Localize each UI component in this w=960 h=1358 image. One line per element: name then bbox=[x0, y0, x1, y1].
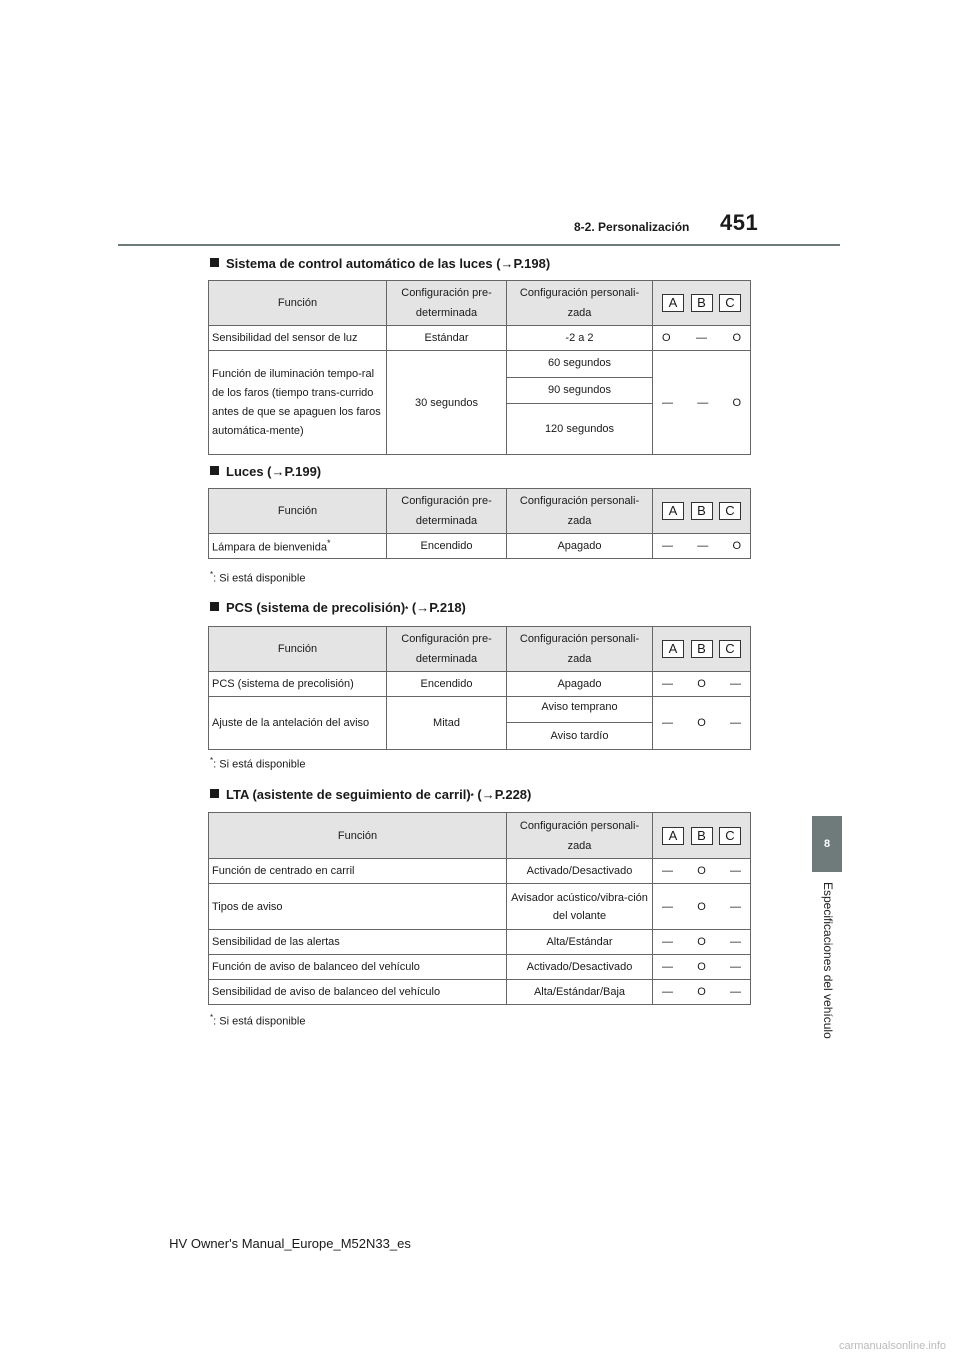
option: Aviso temprano bbox=[541, 701, 618, 713]
cell-abc bbox=[653, 672, 751, 697]
header-rule bbox=[118, 244, 840, 246]
cell-b: O bbox=[697, 986, 706, 998]
section-heading-luces bbox=[210, 464, 321, 479]
heading-ref: (→P.228) bbox=[477, 787, 532, 802]
col-funcion: Función bbox=[209, 627, 387, 672]
cell-pers: Activado/Desactivado bbox=[507, 955, 653, 980]
cell-abc bbox=[653, 930, 751, 955]
chapter-tab: 8 bbox=[812, 816, 842, 872]
cell-pers: Avisador acústico/vibra-ción del volante bbox=[507, 884, 653, 930]
cell-c: — bbox=[730, 678, 741, 690]
table-row bbox=[209, 326, 751, 351]
cell-b: O bbox=[697, 961, 706, 973]
cell-c: — bbox=[730, 717, 741, 729]
col-c: C bbox=[719, 502, 741, 520]
cell-a: — bbox=[662, 961, 673, 973]
footnote-mark: * bbox=[210, 1013, 214, 1022]
col-a: A bbox=[662, 294, 684, 312]
col-pre: Configuración pre-determinada bbox=[387, 281, 507, 326]
cell-abc bbox=[653, 859, 751, 884]
bullet-icon bbox=[210, 602, 219, 611]
cell-b: O bbox=[697, 900, 706, 913]
chapter-title-vertical bbox=[812, 882, 842, 1072]
cell-pers-options bbox=[507, 351, 653, 455]
cell-pre: 30 segundos bbox=[387, 351, 507, 455]
col-abc bbox=[653, 281, 751, 326]
col-abc bbox=[653, 489, 751, 534]
table-row bbox=[209, 980, 751, 1005]
heading-text: LTA (asistente de seguimiento de carril) bbox=[226, 787, 471, 802]
col-b: B bbox=[691, 502, 713, 520]
col-b: B bbox=[691, 827, 713, 845]
cell-pre: Mitad bbox=[387, 697, 507, 750]
watermark-text: carmanualsonline.info bbox=[838, 1340, 946, 1352]
footnote-mark: * bbox=[210, 570, 214, 579]
col-b: B bbox=[691, 640, 713, 658]
table-row bbox=[209, 697, 751, 750]
cell-abc bbox=[653, 326, 751, 351]
cell-b: — bbox=[697, 540, 709, 552]
bullet-icon bbox=[210, 258, 219, 267]
col-pers: Configuración personali-zada bbox=[507, 489, 653, 534]
cell-funcion-text: Lámpara de bienvenida bbox=[212, 541, 327, 554]
footnote-text: : Si está disponible bbox=[213, 758, 306, 771]
col-a: A bbox=[662, 502, 684, 520]
col-c: C bbox=[719, 294, 741, 312]
col-pers: Configuración personali-zada bbox=[507, 813, 653, 859]
cell-funcion: Tipos de aviso bbox=[209, 884, 507, 930]
cell-abc bbox=[653, 534, 751, 559]
col-pers: Configuración personali-zada bbox=[507, 281, 653, 326]
cell-pers-options bbox=[507, 697, 653, 750]
footnote-mark: * bbox=[405, 605, 409, 614]
cell-c: — bbox=[730, 961, 741, 973]
cell-a: O bbox=[662, 332, 671, 344]
cell-pre: Encendido bbox=[387, 672, 507, 697]
cell-b: — bbox=[696, 332, 707, 344]
col-pre: Configuración pre-determinada bbox=[387, 627, 507, 672]
cell-a: — bbox=[662, 986, 673, 998]
table-row bbox=[209, 859, 751, 884]
cell-a: — bbox=[662, 717, 673, 729]
footnote-text: : Si está disponible bbox=[213, 572, 306, 585]
footnote bbox=[210, 570, 305, 585]
cell-a: — bbox=[662, 936, 673, 948]
cell-pre: Encendido bbox=[387, 534, 507, 559]
table-pcs bbox=[208, 626, 751, 750]
footnote-mark: * bbox=[326, 538, 331, 549]
cell-funcion: Sensibilidad del sensor de luz bbox=[209, 326, 387, 351]
footnote bbox=[210, 756, 305, 771]
table-row bbox=[209, 884, 751, 930]
footnote-mark: * bbox=[210, 756, 214, 765]
cell-pers: Alta/Estándar/Baja bbox=[507, 980, 653, 1005]
table-header bbox=[209, 627, 751, 672]
page-number: 451 bbox=[720, 210, 759, 235]
cell-funcion: Función de iluminación tempo-ral de los faros (tiempo trans-currido antes de que se apaguen los faros automática-mente) bbox=[209, 351, 387, 455]
cell-abc bbox=[653, 980, 751, 1005]
cell-funcion: Sensibilidad de aviso de balanceo del vehículo bbox=[209, 980, 507, 1005]
cell-funcion bbox=[209, 534, 387, 559]
col-funcion: Función bbox=[209, 813, 507, 859]
section-heading-lta bbox=[210, 787, 531, 802]
cell-abc bbox=[653, 955, 751, 980]
footer bbox=[0, 1236, 960, 1251]
table-luces bbox=[208, 488, 751, 559]
cell-b: O bbox=[697, 936, 706, 948]
table-lta bbox=[208, 812, 751, 1005]
option: Aviso tardío bbox=[507, 722, 652, 749]
cell-b: — bbox=[697, 396, 709, 409]
cell-abc bbox=[653, 697, 751, 750]
footnote-mark: * bbox=[470, 792, 474, 801]
bullet-icon bbox=[210, 466, 219, 475]
chapter-title: Especificaciones del vehículo bbox=[821, 882, 835, 1039]
cell-pers: -2 a 2 bbox=[507, 326, 653, 351]
cell-c: — bbox=[730, 900, 741, 913]
table-header bbox=[209, 813, 751, 859]
cell-abc bbox=[653, 351, 751, 455]
cell-c: O bbox=[732, 540, 741, 552]
option: 90 segundos bbox=[507, 377, 652, 403]
table-row bbox=[209, 955, 751, 980]
option: 120 segundos bbox=[507, 403, 652, 454]
col-a: A bbox=[662, 827, 684, 845]
cell-c: — bbox=[730, 865, 741, 877]
cell-c: O bbox=[732, 332, 741, 344]
cell-funcion: Ajuste de la antelación del aviso bbox=[209, 697, 387, 750]
heading-text: Sistema de control automático de las luces (→P.198) bbox=[226, 256, 551, 271]
col-pre: Configuración pre-determinada bbox=[387, 489, 507, 534]
cell-b: O bbox=[697, 865, 706, 877]
option: 60 segundos bbox=[548, 357, 611, 369]
cell-b: O bbox=[697, 678, 706, 690]
cell-funcion: Función de centrado en carril bbox=[209, 859, 507, 884]
cell-a: — bbox=[662, 678, 673, 690]
bullet-icon bbox=[210, 789, 219, 798]
col-c: C bbox=[719, 640, 741, 658]
col-funcion: Función bbox=[209, 489, 387, 534]
col-b: B bbox=[691, 294, 713, 312]
col-c: C bbox=[719, 827, 741, 845]
col-funcion: Función bbox=[209, 281, 387, 326]
section-title: 8-2. Personalización bbox=[574, 220, 690, 234]
cell-a: — bbox=[662, 900, 673, 913]
section-heading-luces-auto bbox=[210, 256, 550, 271]
cell-c: — bbox=[730, 986, 741, 998]
col-a: A bbox=[662, 640, 684, 658]
cell-funcion: Sensibilidad de las alertas bbox=[209, 930, 507, 955]
cell-a: — bbox=[662, 865, 673, 877]
footnote-text: : Si está disponible bbox=[213, 1015, 306, 1028]
table-header bbox=[209, 281, 751, 326]
cell-pers: Activado/Desactivado bbox=[507, 859, 653, 884]
manual-name: HV Owner's Manual_Europe_M52N33_es bbox=[169, 1236, 411, 1251]
table-row bbox=[209, 534, 751, 559]
table-row bbox=[209, 672, 751, 697]
table-luces-auto bbox=[208, 280, 751, 455]
col-abc bbox=[653, 627, 751, 672]
cell-a: — bbox=[662, 396, 673, 409]
footnote bbox=[210, 1013, 305, 1028]
cell-c: O bbox=[732, 396, 741, 409]
heading-ref: (→P.218) bbox=[411, 600, 466, 615]
heading-text: Luces (→P.199) bbox=[226, 464, 322, 479]
cell-c: — bbox=[730, 936, 741, 948]
table-row bbox=[209, 351, 751, 455]
section-heading-pcs bbox=[210, 600, 466, 615]
table-row bbox=[209, 930, 751, 955]
cell-pre: Estándar bbox=[387, 326, 507, 351]
cell-funcion: PCS (sistema de precolisión) bbox=[209, 672, 387, 697]
table-header bbox=[209, 489, 751, 534]
heading-text: PCS (sistema de precolisión) bbox=[226, 600, 406, 615]
cell-a: — bbox=[662, 540, 673, 552]
watermark bbox=[0, 1340, 960, 1352]
col-pers: Configuración personali-zada bbox=[507, 627, 653, 672]
col-abc bbox=[653, 813, 751, 859]
cell-funcion: Función de aviso de balanceo del vehículo bbox=[209, 955, 507, 980]
cell-b: O bbox=[697, 717, 706, 729]
cell-pers: Apagado bbox=[507, 534, 653, 559]
cell-abc bbox=[653, 884, 751, 930]
cell-pers: Apagado bbox=[507, 672, 653, 697]
cell-pers: Alta/Estándar bbox=[507, 930, 653, 955]
